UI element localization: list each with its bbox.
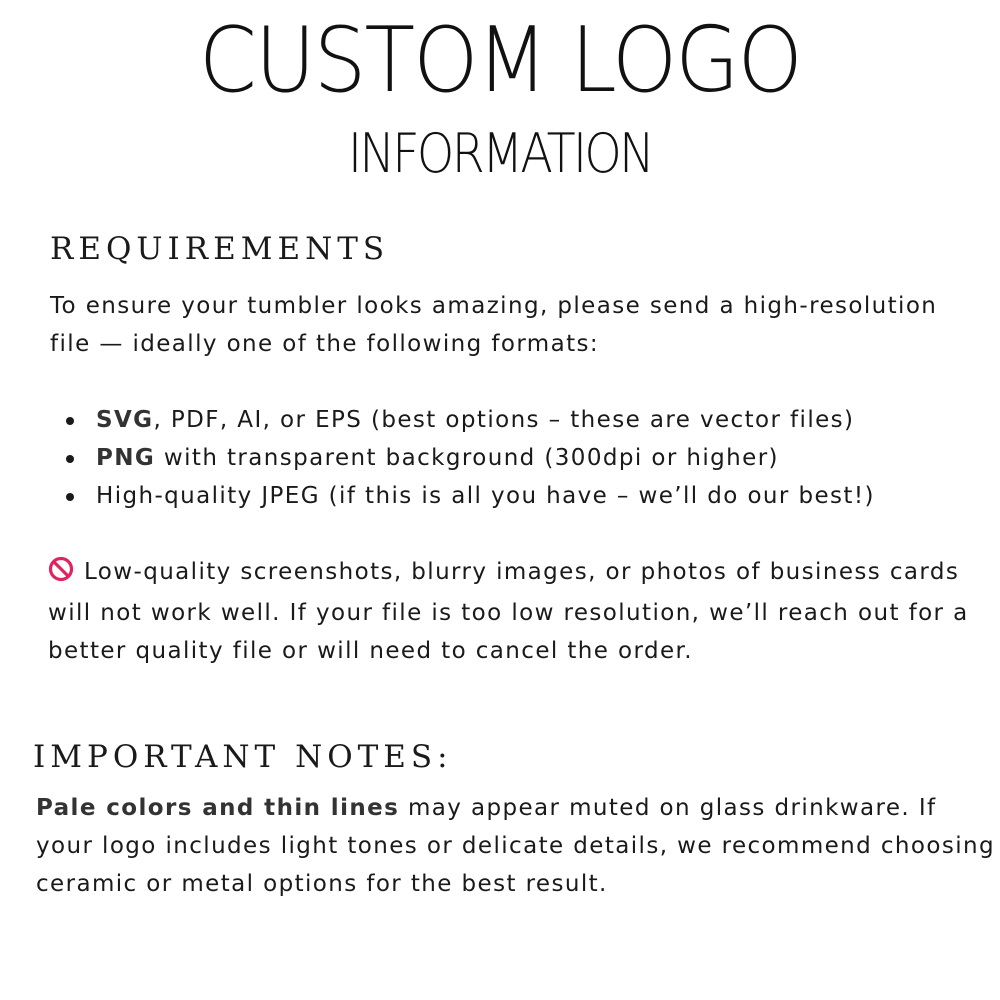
important-notes-body	[36, 789, 996, 903]
format-item-png	[50, 439, 980, 477]
requirements-intro: To ensure your tumbler looks amazing, please send a high-resolution file — ideally one of the following formats:	[50, 293, 938, 357]
prohibited-icon	[48, 556, 74, 594]
page-title: CUSTOM LOGO	[199, 8, 801, 113]
requirements-heading: REQUIREMENTS	[50, 231, 390, 267]
notes-text: may appear muted on glass drinkware. If your logo includes light tones or delicate details, we recommend choosing ceramic or metal options for the best result.	[36, 795, 995, 897]
format-item-svg	[50, 401, 980, 439]
bullet-icon	[66, 493, 74, 501]
page-subtitle: INFORMATION	[347, 122, 653, 185]
bullet-icon	[66, 455, 74, 463]
important-notes-heading: IMPORTANT NOTES:	[33, 739, 453, 775]
warning-text: Low-quality screenshots, blurry images, or photos of business cards will not work well. If your file is too low resolution, we’ll reach out for a better quality file or will need to cancel the order.	[48, 559, 969, 664]
format-bold: PNG	[96, 445, 156, 471]
format-list	[50, 401, 980, 515]
format-item-jpeg	[50, 477, 980, 515]
format-text: with transparent background (300dpi or higher)	[155, 445, 779, 471]
format-text: High-quality JPEG (if this is all you have – we’ll do our best!)	[96, 483, 875, 509]
notes-bold-lead: Pale colors and thin lines	[36, 795, 400, 821]
format-text: , PDF, AI, or EPS (best options – these are vector files)	[153, 407, 855, 433]
format-bold: SVG	[96, 407, 154, 433]
quality-warning	[48, 553, 988, 670]
bullet-icon	[66, 417, 74, 425]
